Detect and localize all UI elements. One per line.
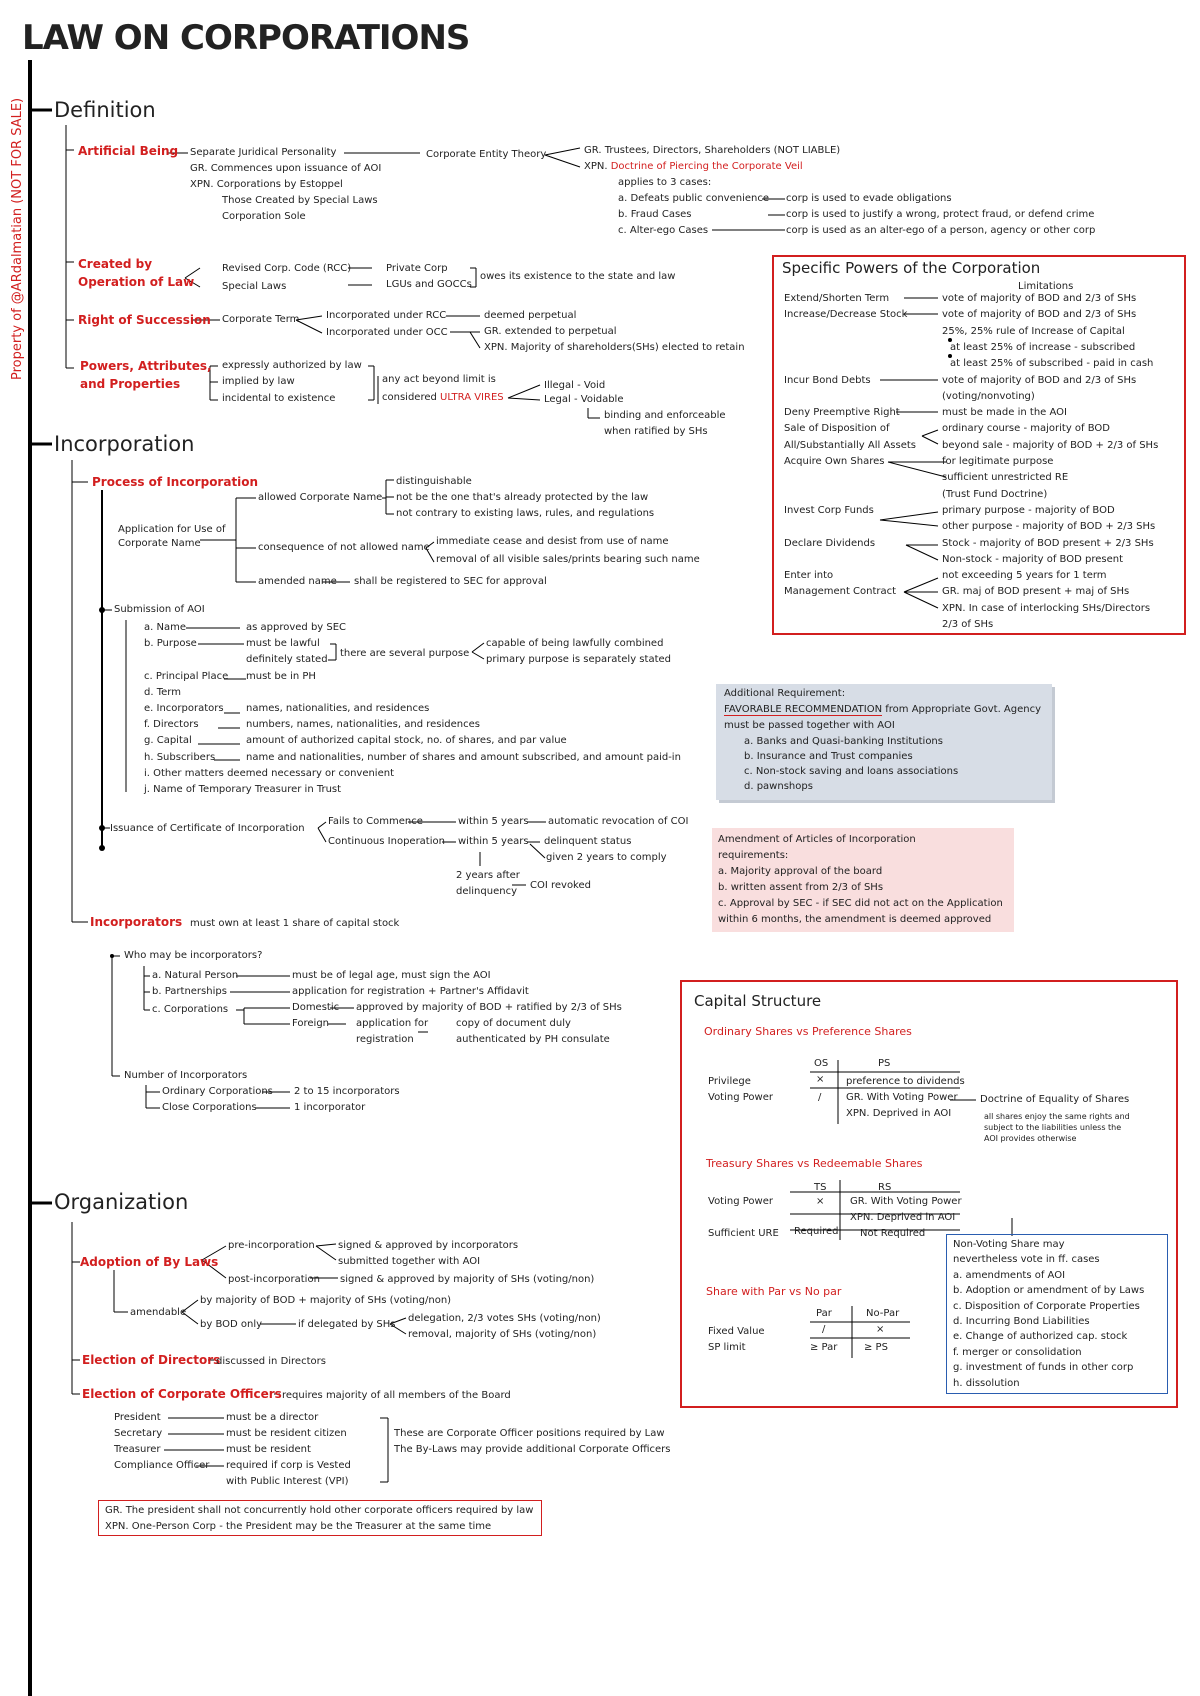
who-may: Who may be incorporators? bbox=[124, 950, 263, 961]
power-limitation: primary purpose - majority of BOD bbox=[942, 504, 1115, 516]
amend-l4: b. written assent from 2/3 of SHs bbox=[718, 882, 884, 893]
case-a-desc: corp is used to evade obligations bbox=[786, 193, 952, 204]
required: Required bbox=[794, 1226, 839, 1237]
power-limitation: (voting/nonvoting) bbox=[942, 390, 1035, 402]
domestic-desc: approved by majority of BOD + ratified by 2/3 of SHs bbox=[356, 1002, 622, 1013]
incorporation-heading: Incorporation bbox=[54, 432, 195, 456]
aoi-item: e. Incorporators bbox=[144, 703, 224, 714]
amend-l5: c. Approval by SEC - if SEC did not act on the Application bbox=[718, 898, 1003, 909]
power-limitation: other purpose - majority of BOD + 2/3 SHs bbox=[942, 521, 1156, 533]
privilege: Privilege bbox=[708, 1076, 751, 1087]
owes-existence: owes its existence to the state and law bbox=[480, 271, 676, 282]
illegal: Illegal - Void bbox=[544, 380, 606, 391]
within5a: within 5 years bbox=[458, 816, 529, 827]
when-ratified: when ratified by SHs bbox=[604, 426, 708, 437]
add-req-fav-line: FAVORABLE RECOMMENDATION from Appropriate Govt. Agency bbox=[724, 704, 1042, 715]
power-limitation: must be made in the AOI bbox=[942, 407, 1067, 419]
registration: registration bbox=[356, 1034, 414, 1045]
deleg: delegation, 2/3 votes SHs (voting/non) bbox=[408, 1313, 601, 1324]
election-dir-label: Election of Directors bbox=[82, 1353, 221, 1367]
xpn-deprived-2: XPN. Deprived in AOI bbox=[850, 1212, 956, 1223]
natural: a. Natural Person bbox=[152, 970, 239, 981]
amend-l6: within 6 months, the amendment is deemed approved bbox=[718, 914, 992, 925]
page-title: LAW ON CORPORATIONS bbox=[22, 18, 470, 58]
os-header: OS bbox=[814, 1058, 829, 1069]
corporations: c. Corporations bbox=[152, 1004, 229, 1015]
officer-requirement: must be resident citizen bbox=[226, 1428, 347, 1439]
power-name: Extend/Shorten Term bbox=[784, 293, 890, 304]
am1: by majority of BOD + majority of SHs (voting/non) bbox=[200, 1295, 452, 1306]
not-contrary: not contrary to existing laws, rules, and regulations bbox=[396, 508, 655, 519]
definition-heading: Definition bbox=[54, 98, 156, 122]
officer-title: Secretary bbox=[114, 1428, 163, 1439]
power-name: Declare Dividends bbox=[784, 537, 876, 549]
aoi-item-desc: amount of authorized capital stock, no. of shares, and par value bbox=[246, 735, 567, 747]
par-ge: ≥ Par bbox=[810, 1342, 838, 1353]
power-name: Management Contract bbox=[784, 586, 897, 598]
officer-requirement: required if corp is Vested bbox=[226, 1460, 351, 1471]
case-c-desc: corp is used as an alter-ego of a person, agency or other corp bbox=[786, 225, 1096, 236]
organization-heading: Organization bbox=[54, 1190, 189, 1214]
corporate-term: Corporate Term bbox=[222, 314, 300, 325]
requires: requires majority of all members of the Board bbox=[282, 1390, 511, 1401]
given2: given 2 years to comply bbox=[546, 852, 667, 863]
non-voting-item: g. investment of funds in other corp bbox=[953, 1362, 1134, 1374]
inc-occ: Incorporated under OCC bbox=[326, 327, 448, 338]
incorporators-label: Incorporators bbox=[90, 915, 183, 929]
officer-requirement: must be a director bbox=[226, 1412, 319, 1423]
domestic: Domestic bbox=[292, 1002, 340, 1013]
inc-rcc: Incorporated under RCC bbox=[326, 310, 447, 321]
aoi-item: i. Other matters deemed necessary or convenient bbox=[144, 767, 394, 779]
officer-requirement: must be resident bbox=[226, 1444, 311, 1455]
power-limitation: beyond sale - majority of BOD + 2/3 of SHs bbox=[942, 439, 1159, 451]
aoi-item-desc: names, nationalities, and residences bbox=[246, 703, 430, 714]
limitations-header: Limitations bbox=[1018, 281, 1074, 292]
auto-rev: automatic revocation of COI bbox=[548, 816, 689, 827]
partnerships: b. Partnerships bbox=[152, 986, 227, 997]
pre-desc-2: submitted together with AOI bbox=[338, 1256, 481, 1267]
power-limitation: ordinary course - majority of BOD bbox=[942, 423, 1110, 435]
power-name: Incur Bond Debts bbox=[784, 374, 871, 386]
add-req-title: Additional Requirement: bbox=[724, 688, 846, 699]
power-limitation: (Trust Fund Doctrine) bbox=[942, 488, 1048, 500]
ts-vs-rs: Treasury Shares vs Redeemable Shares bbox=[706, 1157, 923, 1170]
aoi-item: a. Name bbox=[144, 622, 186, 633]
power-name: Increase/Decrease Stock bbox=[784, 309, 908, 321]
eq-note-1: all shares enjoy the same rights and bbox=[984, 1112, 1130, 1121]
add-req-must: must be passed together with AOI bbox=[724, 720, 895, 731]
non-voting-item: f. merger or consolidation bbox=[953, 1346, 1082, 1358]
aoi-item: f. Directors bbox=[144, 719, 199, 731]
par-vs-no: Share with Par vs No par bbox=[706, 1285, 842, 1298]
xpn-majority: XPN. Majority of shareholders(SHs) elected to retain bbox=[484, 342, 745, 353]
gr-pres: GR. The president shall not concurrently hold other corporate officers required by law bbox=[105, 1505, 534, 1516]
foreign: Foreign bbox=[292, 1018, 330, 1029]
non-voting-item: e. Change of authorized cap. stock bbox=[953, 1331, 1128, 1343]
number-inc: Number of Incorporators bbox=[124, 1070, 248, 1081]
consequence: consequence of not allowed name bbox=[258, 542, 430, 553]
ordinary-corp: Ordinary Corporations bbox=[162, 1086, 273, 1097]
expressly: expressly authorized by law bbox=[222, 360, 362, 371]
lgus: LGUs and GOCCs bbox=[386, 279, 472, 290]
ord-vs-pref: Ordinary Shares vs Preference Shares bbox=[704, 1025, 912, 1038]
coi-revoked: COI revoked bbox=[530, 880, 591, 891]
gr-voting: GR. With Voting Power bbox=[846, 1092, 958, 1103]
xpn-doctrine: XPN. Doctrine of Piercing the Corporate Veil bbox=[584, 161, 803, 172]
os-privilege-x: × bbox=[816, 1074, 825, 1085]
amendable: amendable bbox=[130, 1307, 187, 1318]
shall-be: shall be registered to SEC for approval bbox=[354, 576, 547, 587]
deemed-perpetual: deemed perpetual bbox=[484, 310, 577, 321]
sufficient-ure: Sufficient URE bbox=[708, 1228, 779, 1239]
rs-header: RS bbox=[878, 1182, 892, 1193]
aoi-item-desc: name and nationalities, number of shares and amount subscribed, and amount paid-in bbox=[246, 751, 681, 763]
capital-title: Capital Structure bbox=[694, 992, 822, 1010]
capital-structure-box bbox=[680, 980, 1178, 1408]
power-limitation: 25%, 25% rule of Increase of Capital bbox=[942, 325, 1125, 337]
private-corp: Private Corp bbox=[386, 263, 448, 274]
powers-label: Powers, Attributes, bbox=[80, 359, 212, 373]
close-corp: Close Corporations bbox=[162, 1102, 257, 1113]
remove: removal, majority of SHs (voting/non) bbox=[408, 1329, 597, 1340]
submission-aoi: Submission of AOI bbox=[114, 604, 205, 615]
am2b: if delegated by SHs bbox=[298, 1319, 396, 1330]
eq-note-2: subject to the liabilities unless the bbox=[984, 1123, 1122, 1132]
power-limitation: 2/3 of SHs bbox=[942, 619, 994, 630]
close-num: 1 incorporator bbox=[294, 1102, 366, 1113]
non-voting-item: c. Disposition of Corporate Properties bbox=[953, 1300, 1140, 1312]
ordinary-num: 2 to 15 incorporators bbox=[294, 1086, 400, 1097]
aoi-item: d. Term bbox=[144, 686, 181, 698]
specific-powers-title: Specific Powers of the Corporation bbox=[782, 259, 1041, 277]
two-years: 2 years after bbox=[456, 870, 520, 881]
aoi-item: j. Name of Temporary Treasurer in Trust bbox=[144, 784, 342, 795]
copy-doc: copy of document duly bbox=[456, 1018, 571, 1029]
implied: implied by law bbox=[222, 376, 295, 387]
gr-voting-2: GR. With Voting Power bbox=[850, 1196, 962, 1207]
sp-limit: SP limit bbox=[708, 1342, 746, 1353]
these-1: These are Corporate Officer positions required by Law bbox=[394, 1428, 665, 1439]
fixed-value: Fixed Value bbox=[708, 1326, 765, 1337]
preference: preference to dividends bbox=[846, 1076, 965, 1087]
power-name: Acquire Own Shares bbox=[784, 456, 885, 467]
separate-personality: Separate Juridical Personality bbox=[190, 147, 337, 158]
case-b: b. Fraud Cases bbox=[618, 209, 692, 220]
aoi-item: b. Purpose bbox=[144, 638, 197, 650]
voting-power-2: Voting Power bbox=[708, 1196, 773, 1207]
removal: removal of all visible sales/prints bearing such name bbox=[436, 554, 700, 565]
president-rule-box bbox=[98, 1500, 542, 1536]
incidental: incidental to existence bbox=[222, 393, 336, 404]
aoi-item: h. Subscribers bbox=[144, 751, 216, 763]
post-inc: post-incorporation bbox=[228, 1274, 320, 1285]
aoi-item-desc: must be in PH bbox=[246, 670, 316, 682]
power-name: All/Substantially All Assets bbox=[784, 439, 916, 451]
powers-label-2: and Properties bbox=[80, 377, 181, 391]
power-limitation: not exceeding 5 years for 1 term bbox=[942, 570, 1107, 582]
case-b-desc: corp is used to justify a wrong, protect fraud, or defend crime bbox=[786, 209, 1095, 220]
corp-sole: Corporation Sole bbox=[222, 211, 306, 222]
continuous: Continuous Inoperation bbox=[328, 836, 445, 847]
post-desc: signed & approved by majority of SHs (voting/non) bbox=[340, 1274, 595, 1285]
power-name: Sale of Disposition of bbox=[784, 423, 890, 435]
power-limitation: at least 25% of increase - subscribed bbox=[950, 341, 1136, 353]
par-fixed-check: / bbox=[822, 1324, 826, 1335]
non-voting-item: b. Adoption or amendment of by Laws bbox=[953, 1285, 1145, 1297]
not-one: not be the one that's already protected by the law bbox=[396, 492, 649, 503]
several-purpose: there are several purpose bbox=[340, 648, 470, 659]
case-a: a. Defeats public convenience bbox=[618, 193, 769, 204]
aoi-item: g. Capital bbox=[144, 735, 192, 747]
aoi-item-desc: as approved by SEC bbox=[246, 622, 347, 633]
xpn-pres: XPN. One-Person Corp - the President may be the Treasurer at the same time bbox=[105, 1521, 492, 1532]
amend-l2: requirements: bbox=[718, 850, 789, 861]
additional-requirement-box bbox=[716, 684, 1052, 800]
pre-inc: pre-incorporation bbox=[228, 1240, 315, 1251]
primary-stated: primary purpose is separately stated bbox=[486, 654, 671, 665]
created-by-label: Created by bbox=[78, 257, 153, 271]
non-voting-item: a. amendments of AOI bbox=[953, 1269, 1066, 1281]
case-c: c. Alter-ego Cases bbox=[618, 225, 709, 236]
officer-requirement: with Public Interest (VPI) bbox=[226, 1476, 349, 1487]
power-limitation: for legitimate purpose bbox=[942, 456, 1054, 467]
natural-desc: must be of legal age, must sign the AOI bbox=[292, 970, 491, 981]
xpn-deprived: XPN. Deprived in AOI bbox=[846, 1108, 952, 1119]
fails: Fails to Commence bbox=[328, 816, 423, 827]
binding: binding and enforceable bbox=[604, 410, 726, 421]
gr-trustees: GR. Trustees, Directors, Shareholders (NOT LIABLE) bbox=[584, 145, 841, 156]
add-req-item: d. pawnshops bbox=[744, 781, 813, 792]
power-name: Enter into bbox=[784, 570, 834, 582]
delinquent: delinquent status bbox=[544, 836, 632, 847]
these-2: The By-Laws may provide additional Corporate Officers bbox=[394, 1444, 671, 1455]
power-limitation: vote of majority of BOD and 2/3 of SHs bbox=[942, 309, 1137, 321]
adoption-label: Adoption of By Laws bbox=[80, 1255, 219, 1269]
power-name: Deny Preemptive Right bbox=[784, 407, 900, 419]
os-voting-check: / bbox=[818, 1092, 822, 1103]
nopar-ge: ≥ PS bbox=[864, 1342, 888, 1353]
non-voting-item: d. Incurring Bond Liabilities bbox=[953, 1316, 1090, 1327]
any-act: any act beyond limit is bbox=[382, 374, 496, 385]
power-limitation: Stock - majority of BOD present + 2/3 SHs bbox=[942, 537, 1154, 549]
corp-entity-theory: Corporate Entity Theory bbox=[426, 149, 547, 160]
aoi-item: c. Principal Place bbox=[144, 670, 229, 682]
non-voting-item: nevertheless vote in ff. cases bbox=[953, 1254, 1100, 1266]
power-name: Invest Corp Funds bbox=[784, 504, 874, 516]
not-required: Not Required bbox=[860, 1228, 926, 1239]
right-succession-label: Right of Succession bbox=[78, 313, 211, 327]
delinquency: delinquency bbox=[456, 886, 517, 897]
officer-title: Compliance Officer bbox=[114, 1460, 210, 1471]
authenticated: authenticated by PH consulate bbox=[456, 1034, 610, 1045]
ps-header: PS bbox=[878, 1058, 891, 1069]
artificial-being-label: Artificial Being bbox=[78, 144, 179, 158]
nopar-header: No-Par bbox=[866, 1308, 900, 1319]
power-limitation: at least 25% of subscribed - paid in cash bbox=[950, 358, 1154, 370]
amendment-box bbox=[712, 828, 1014, 932]
election-off-label: Election of Corporate Officers bbox=[82, 1387, 282, 1401]
gr-commences: GR. Commences upon issuance of AOI bbox=[190, 163, 382, 174]
allowed: allowed Corporate Name bbox=[258, 492, 383, 503]
amend-l3: a. Majority approval of the board bbox=[718, 866, 883, 877]
amend-l1: Amendment of Articles of Incorporation bbox=[718, 834, 916, 845]
power-limitation: sufficient unrestricted RE bbox=[942, 472, 1069, 484]
distinguishable: distinguishable bbox=[396, 476, 472, 487]
aoi-item-desc: definitely stated bbox=[246, 654, 328, 666]
considered: considered ULTRA VIRES bbox=[382, 392, 504, 403]
app-for: application for bbox=[356, 1018, 429, 1029]
pre-desc-1: signed & approved by incorporators bbox=[338, 1240, 519, 1251]
voting-power: Voting Power bbox=[708, 1092, 773, 1103]
process-label: Process of Incorporation bbox=[92, 475, 259, 489]
officer-title: Treasurer bbox=[114, 1444, 161, 1455]
disc: discussed in Directors bbox=[216, 1356, 326, 1367]
power-limitation: vote of majority of BOD and 2/3 of SHs bbox=[942, 293, 1137, 304]
must-own: must own at least 1 share of capital stock bbox=[190, 918, 400, 929]
rcc: Revised Corp. Code (RCC) bbox=[222, 263, 352, 274]
add-req-item: c. Non-stock saving and loans associations bbox=[744, 766, 959, 777]
ts-header: TS bbox=[814, 1182, 827, 1193]
power-limitation: Non-stock - majority of BOD present bbox=[942, 553, 1123, 565]
within5b: within 5 years bbox=[458, 836, 529, 847]
ts-voting-x: × bbox=[816, 1196, 825, 1207]
capable: capable of being lawfully combined bbox=[486, 638, 664, 649]
applies-3: applies to 3 cases: bbox=[618, 177, 712, 188]
non-voting-item: h. dissolution bbox=[953, 1377, 1020, 1389]
gr-extended: GR. extended to perpetual bbox=[484, 326, 617, 337]
special-laws: Special Laws bbox=[222, 281, 287, 292]
legal: Legal - Voidable bbox=[544, 394, 624, 405]
par-header: Par bbox=[816, 1308, 832, 1319]
power-limitation: vote of majority of BOD and 2/3 of SHs bbox=[942, 374, 1137, 386]
nopar-fixed-x: × bbox=[876, 1324, 885, 1335]
xpn-corp-estoppel: XPN. Corporations by Estoppel bbox=[190, 179, 343, 190]
non-voting-item: Non-Voting Share may bbox=[953, 1239, 1065, 1250]
doctrine-eq: Doctrine of Equality of Shares bbox=[980, 1094, 1130, 1105]
amended: amended name bbox=[258, 576, 337, 587]
app-use: Application for Use of bbox=[118, 524, 226, 535]
aoi-item-desc: numbers, names, nationalities, and residences bbox=[246, 719, 480, 731]
operation-of-law-label: Operation of Law bbox=[78, 275, 195, 289]
officer-title: President bbox=[114, 1412, 161, 1423]
aoi-item-desc: must be lawful bbox=[246, 638, 320, 650]
power-limitation: XPN. In case of interlocking SHs/Directors bbox=[942, 602, 1151, 614]
issuance: Issuance of Certificate of Incorporation bbox=[110, 823, 305, 834]
power-limitation: GR. maj of BOD present + maj of SHs bbox=[942, 586, 1130, 598]
non-voting-box bbox=[946, 1234, 1168, 1394]
eq-note-3: AOI provides otherwise bbox=[984, 1134, 1077, 1143]
watermark: Property of @ARdalmatian (NOT FOR SALE) bbox=[10, 97, 25, 380]
those-created: Those Created by Special Laws bbox=[222, 195, 378, 206]
am2: by BOD only bbox=[200, 1319, 263, 1330]
corp-name: Corporate Name bbox=[118, 538, 201, 549]
add-req-item: a. Banks and Quasi-banking Institutions bbox=[744, 736, 943, 747]
immediate: immediate cease and desist from use of name bbox=[436, 536, 669, 547]
specific-powers-box bbox=[772, 255, 1186, 635]
add-req-item: b. Insurance and Trust companies bbox=[744, 751, 913, 762]
partnerships-desc: application for registration + Partner's Affidavit bbox=[292, 986, 529, 997]
